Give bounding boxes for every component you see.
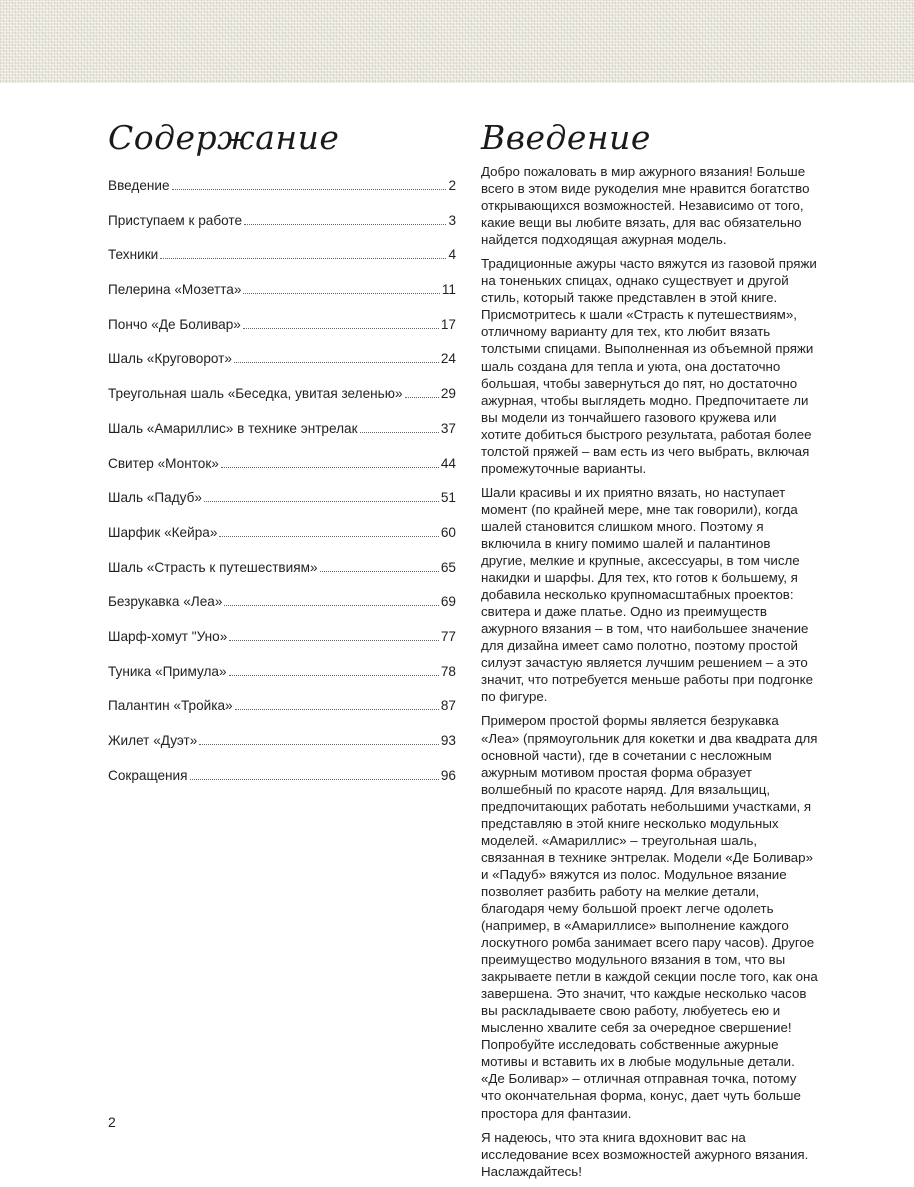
toc-item-label: Введение [108,178,170,193]
toc-item[interactable] [108,213,456,248]
toc-leader-dots [244,214,446,225]
table-of-contents [108,178,456,802]
toc-item-label: Техники [108,247,159,263]
toc-item-page: 44 [440,455,456,471]
toc-item[interactable] [108,178,456,213]
toc-item-label: Треугольная шаль «Беседка, увитая зеленью» [108,386,403,402]
intro-body [481,163,819,1187]
toc-item[interactable] [108,282,456,317]
toc-item[interactable] [108,560,456,595]
toc-item-page: 2 [448,178,456,193]
toc-leader-dots [221,457,439,468]
toc-title: Содержание [108,118,340,157]
toc-item-label: Жилет «Дуэт» [108,733,198,748]
intro-paragraph: Традиционные ажуры часто вяжутся из газовой пряжи на тоненьких спицах, однако существует и другой стиль, который также представлен в этой книге. Присмотритесь к шали «Страсть к путешествиям», отличному варианту для тех, кто любит вязать толстыми спицами. Выполненная из объемной пряжи шаль создана для тепла и уюта, она достаточно большая, чтобы завернуться до пят, но достаточно ажурная, чтобы выглядеть модно. Предпочитаете ли вы модели из тончайшего газового кружева или хотите добиться быстрого результата, работая более толстой пряжей – вам есть из чего выбрать, включая промежуточные варианты. [481,256,817,476]
toc-leader-dots [219,526,438,537]
toc-item[interactable] [108,386,456,421]
toc-item-label: Шаль «Падуб» [108,490,202,506]
toc-leader-dots [229,665,439,676]
toc-leader-dots [234,352,439,363]
linen-header-band [0,0,914,83]
toc-item-page: 87 [440,698,456,714]
toc-item-page: 4 [448,247,456,263]
toc-leader-dots [243,283,439,294]
intro-paragraph: Шали красивы и их приятно вязать, но наступает момент (по крайней мере, мне так говорили), когда шалей становится слишком много. Поэтому я включила в книгу помимо шалей и палантинов другие, мелкие и крупные, аксессуары, в том числе накидки и шарфы. Для тех, кто готов к большему, я добавила несколько крупномасштабных проектов: свитера и даже платье. Одно из преимуществ ажурного вязания – в том, что наибольшее значение для дизайна имеет само полотно, поэтому простой силуэт зачастую является лучшим решением – а это значит, что потребуется меньше работы при подгонке по фигуре. [481,484,814,705]
toc-item[interactable] [108,698,456,733]
toc-item-label: Пончо «Де Боливар» [108,316,241,332]
toc-item-page: 60 [440,524,456,540]
toc-item-page: 29 [440,386,456,402]
toc-item-page: 3 [448,212,456,228]
toc-item[interactable] [108,733,456,768]
toc-item-label: Шаль «Страсть к путешествиям» [108,559,318,575]
toc-item-label: Приступаем к работе [108,212,243,228]
toc-leader-dots [243,318,439,329]
toc-item[interactable] [108,525,456,560]
toc-leader-dots [199,734,439,745]
toc-item-page: 93 [440,733,456,748]
toc-item-page: 37 [440,420,456,436]
toc-leader-dots [320,561,439,572]
toc-item-page: 78 [440,663,456,679]
toc-item-label: Шарфик «Кейра» [108,524,218,540]
intro-paragraph: Добро пожаловать в мир ажурного вязания! Больше всего в этом виде рукоделия мне нравится богатство открывающихся возможностей. Независимо от того, какие вещи вы любите вязать, для вас обязательно найдется подходящая ажурная модель. [481,164,810,248]
toc-item-page: 96 [440,767,456,783]
toc-leader-dots [224,595,438,606]
toc-item[interactable] [108,421,456,456]
toc-item[interactable] [108,594,456,629]
toc-item[interactable] [108,456,456,491]
toc-leader-dots [190,769,439,780]
intro-paragraph: Я надеюсь, что эта книга вдохновит вас на исследование всех возможностей ажурного вязания. Наслаждайтесь! [481,1129,809,1179]
intro-paragraph: Примером простой формы является безрукавка «Леа» (прямоугольник для кокетки и два квадрата для основной части), где в сочетании с несложным ажурным мотивом простая форма образует волшебный по красоте наряд. Для вязальщиц, предпочитающих работать небольшими участками, я представляю в этой книге несколько модульных моделей. «Амариллис» – треугольная шаль, связанная в технике энтрелак. Модели «Де Боливар» и «Падуб» вяжутся из полос. Модульное вязание позволяет разбить работу на мелкие детали, благодаря чему большой проект легче одолеть (например, в «Амариллисе» выполнение каждого лоскутного ромба занимает всего пару часов). Другое преимущество модульного вязания в том, что вы закрываете петли в каждой секции после того, как она завершена. Это значит, что каждые несколько часов вы раскладываете свою работу, любуетесь ею и мысленно хвалите себя за очередное свершение! Попробуйте исследовать собственные ажурные мотивы и вставить их в любые модульные детали. «Де Боливар» – отличная отправная точка, потому что окончательная форма, конус, дает чуть больше простора для фантазии. [481,713,818,1121]
toc-item[interactable] [108,351,456,386]
toc-item-page: 24 [440,351,456,367]
toc-item[interactable] [108,317,456,352]
toc-leader-dots [405,387,439,398]
toc-leader-dots [360,422,439,433]
intro-title: Введение [481,118,651,157]
toc-leader-dots [160,248,446,259]
toc-item-label: Сокращения [108,767,188,783]
toc-leader-dots [172,179,447,190]
toc-item-label: Свитер «Монток» [108,455,219,471]
toc-item-label: Пелерина «Мозетта» [108,282,242,298]
toc-item[interactable] [108,247,456,282]
toc-leader-dots [204,491,439,502]
toc-item-page: 77 [440,628,456,644]
toc-item[interactable] [108,768,456,803]
toc-item-label: Шаль «Круговорот» [108,351,232,367]
toc-item-label: Палантин «Тройка» [108,698,233,714]
toc-item-page: 11 [441,282,456,298]
toc-item-label: Туника «Примула» [108,663,227,679]
toc-item-page: 51 [440,490,456,506]
toc-leader-dots [235,699,439,710]
toc-item-label: Шарф-хомут "Уно» [108,628,228,644]
toc-item-page: 65 [440,559,456,575]
toc-item[interactable] [108,490,456,525]
toc-item-label: Шаль «Амариллис» в технике энтрелак [108,420,358,436]
toc-item[interactable] [108,664,456,699]
toc-leader-dots [229,630,439,641]
toc-item[interactable] [108,629,456,664]
page-number: 2 [108,1114,116,1130]
toc-item-label: Безрукавка «Леа» [108,594,223,610]
toc-item-page: 17 [440,316,456,332]
toc-item-page: 69 [440,594,456,610]
